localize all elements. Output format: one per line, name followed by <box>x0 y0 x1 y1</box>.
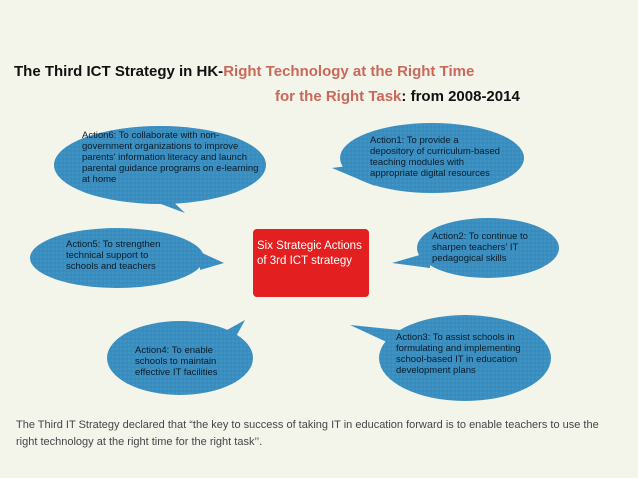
title-highlight-1: Right Technology at the Right Time <box>223 63 475 80</box>
action3-text: Action3: To assist schools in formulating and implementing school-based IT in education development plans <box>396 332 521 376</box>
center-box <box>253 229 369 297</box>
action2-text: Action2: To continue to sharpen teachers' IT pedagogical skills <box>432 231 528 264</box>
title-prefix: The Third ICT Strategy in HK- <box>14 63 224 80</box>
action6-text: Action6: To collaborate with non-government organizations to improve parents' information literacy and launch parental guidance programs on e-learning at home <box>82 130 259 185</box>
action1-text: Action1: To provide a depository of curriculum-based teaching modules with appropriate digital resources <box>370 135 500 179</box>
title-suffix: : from 2008-2014 <box>401 88 520 105</box>
title-highlight-2: for the Right Task <box>275 88 402 105</box>
action4-text: Action4: To enable schools to maintain effective IT facilities <box>135 345 218 378</box>
center-label: Six Strategic Actions of 3rd ICT strategy <box>257 240 362 267</box>
action5-text: Action5: To strengthen technical support to schools and teachers <box>66 239 161 272</box>
footer-text: The Third IT Strategy declared that “the key to success of taking IT in education forward is to enable teachers to use the right technology at the right time for the right task’’. <box>16 419 599 448</box>
